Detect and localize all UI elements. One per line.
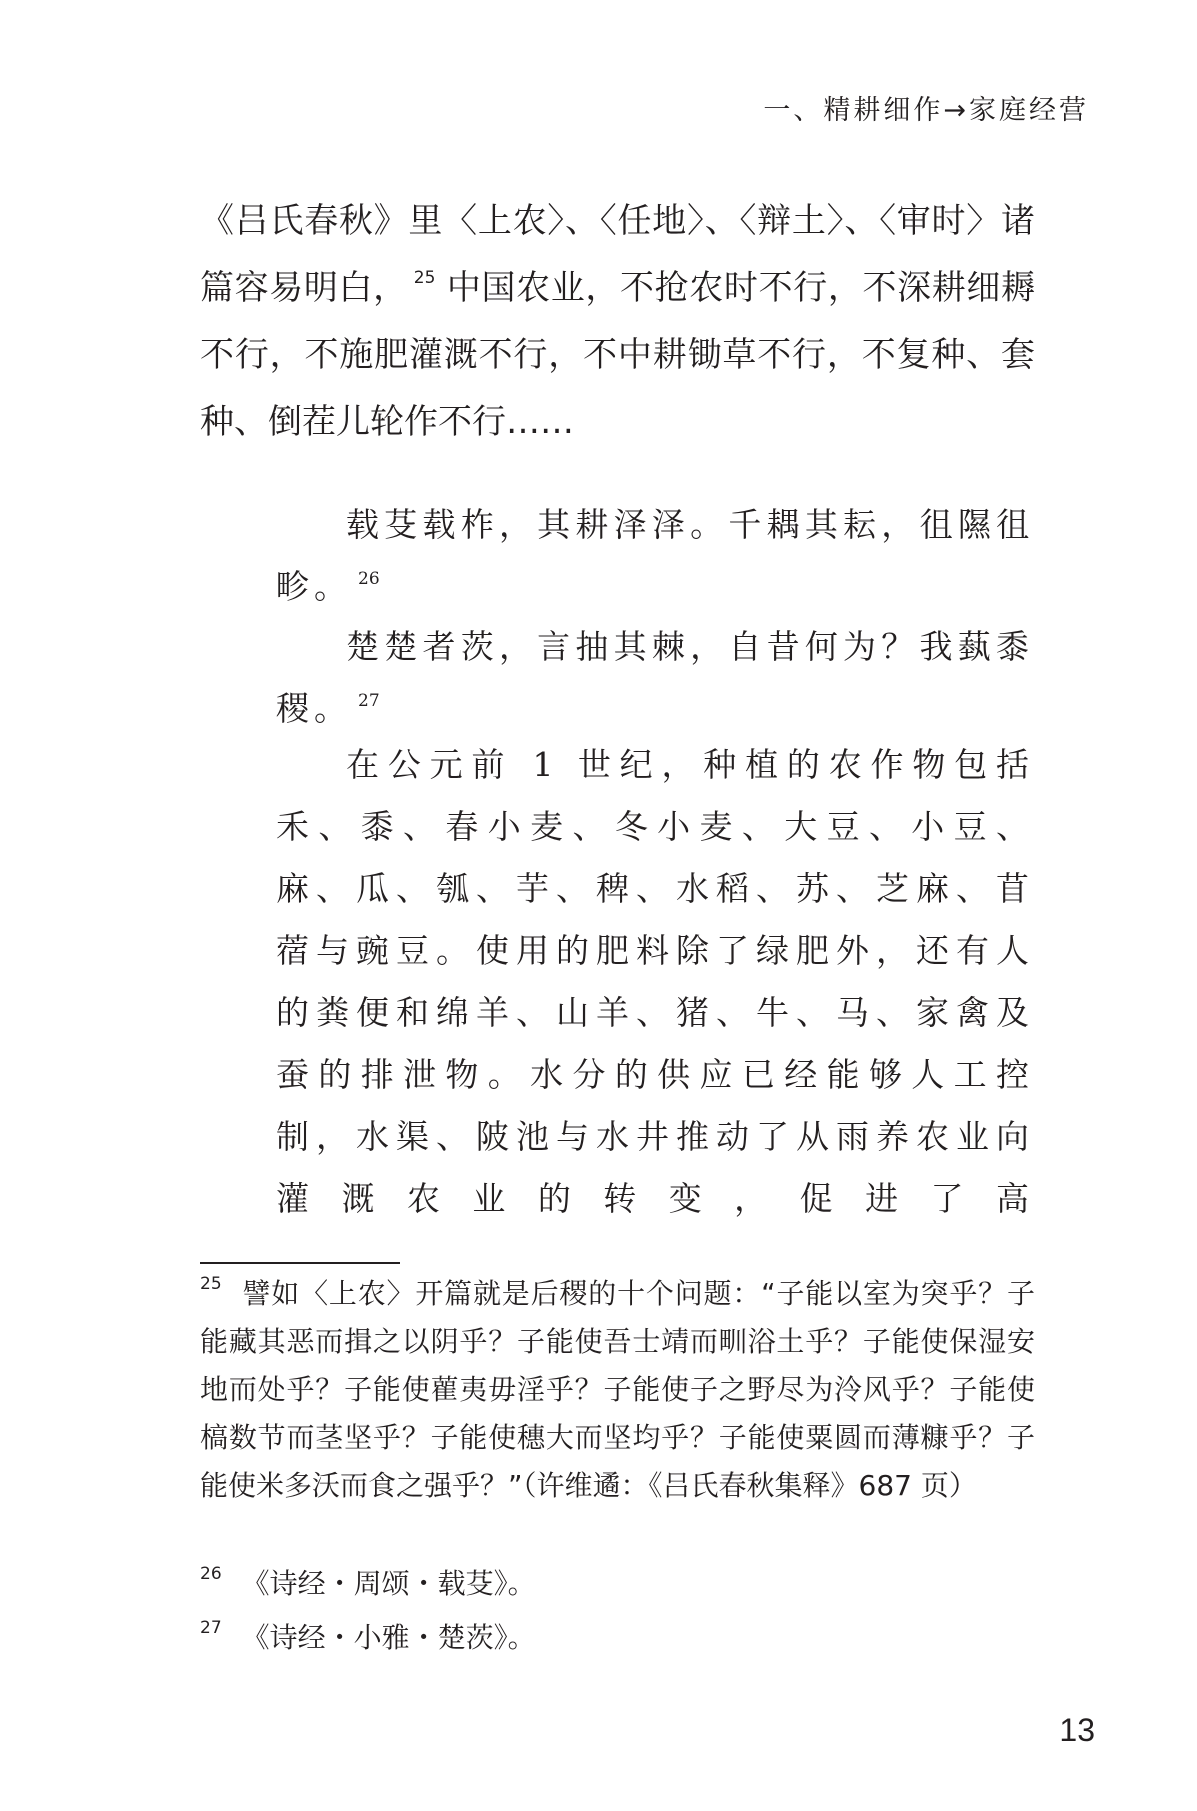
footnote-number: 27 — [200, 1618, 222, 1638]
verse-quote-1 — [276, 494, 1034, 618]
footnote-25 — [200, 1270, 1035, 1510]
footnote-number: 26 — [200, 1564, 222, 1584]
running-head: 一、精耕细作→家庭经营 — [763, 95, 1089, 126]
body-paragraph — [200, 188, 1035, 456]
footnote-divider — [200, 1262, 400, 1264]
footnote-number: 25 — [200, 1274, 222, 1294]
footnote-reference-25[interactable]: 25 — [413, 268, 436, 288]
footnote-text: 《诗经・周颂・载芟》。 — [241, 1567, 536, 1600]
footnote-26 — [200, 1560, 1035, 1608]
page-number: 13 — [1059, 1712, 1095, 1748]
footnote-text: 《诗经・小雅・楚茨》。 — [241, 1621, 536, 1654]
body-paragraph-text: 《吕氏春秋》里〈上农〉、〈任地〉、〈辩土〉、〈审时〉诸篇容易明白， — [200, 201, 1035, 308]
body-paragraph-continuation: 中国农业，不抢农时不行，不深耕细耨不行，不施肥灌溉不行，不中耕锄草不行，不复种、套种、倒茬儿轮作不行…… — [200, 268, 1035, 442]
verse-quote-2 — [276, 616, 1034, 740]
footnote-reference-26[interactable]: 26 — [358, 569, 380, 589]
footnote-reference-27[interactable]: 27 — [358, 691, 380, 711]
block-quote: 在公元前 1 世纪，种植的农作物包括禾、黍、春小麦、冬小麦、大豆、小豆、麻、瓜、瓠、芋、稗、水稻、苏、芝麻、苜蓿与豌豆。使用的肥料除了绿肥外，还有人的粪便和绵羊、山羊、猪、牛、马、家禽及蚕的排泄物。水分的供应已经能够人工控制，水渠、陂池与水井推动了从雨养农业向灌溉农业的转变，促进了高 — [276, 745, 1034, 1218]
footnote-27 — [200, 1614, 1035, 1662]
verse-text: 载芟载柞，其耕泽泽。千耦其耘，徂隰徂畛。 — [276, 505, 1034, 606]
verse-text: 楚楚者茨，言抽其棘，自昔何为？我蓺黍稷。 — [276, 627, 1034, 728]
footnote-text: 譬如〈上农〉开篇就是后稷的十个问题：“子能以室为突乎？子能藏其恶而揖之以阴乎？子能使吾士靖而甽浴土乎？子能使保湿安地而处乎？子能使雚夷毋淫乎？子能使子之野尽为泠风乎？子能使槁数节而茎坚乎？子能使穗大而坚均乎？子能使粟圆而薄糠乎？子能使米多沃而食之强乎？”（许维遹：《吕氏春秋集释》687 页） — [200, 1277, 1035, 1502]
